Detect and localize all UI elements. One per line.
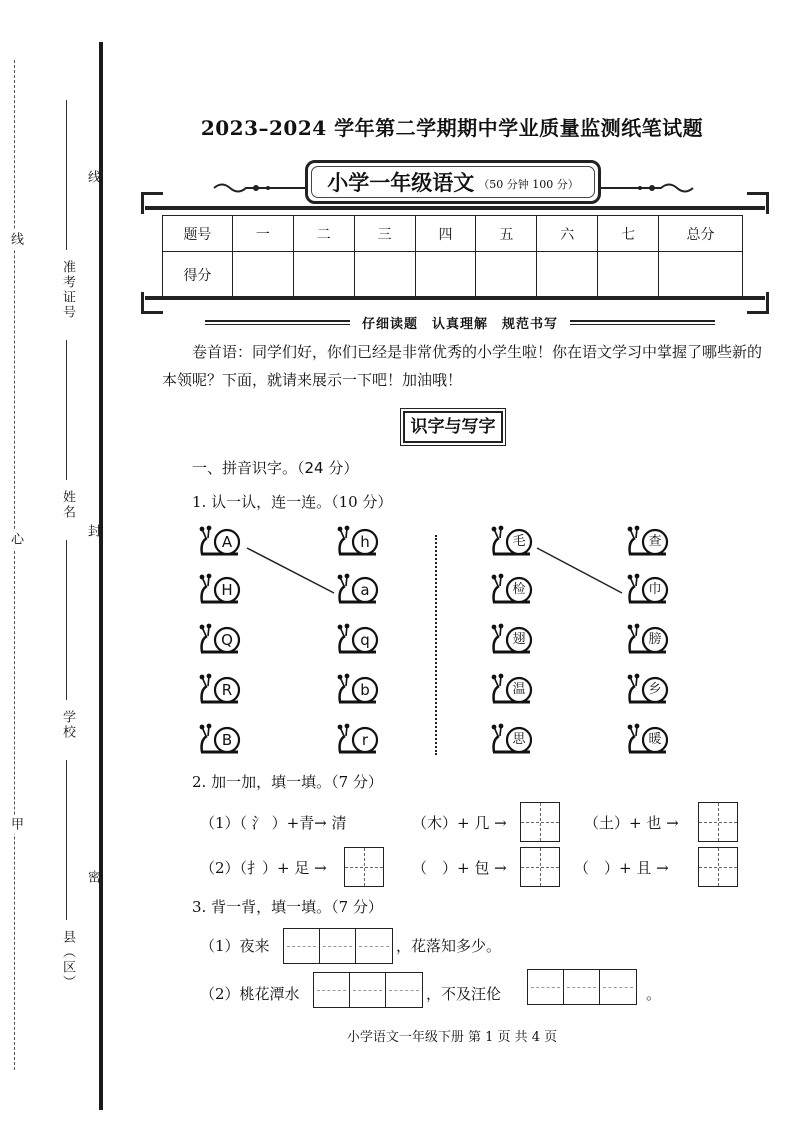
score-table-header (163, 216, 743, 252)
dotted-divider (435, 535, 437, 755)
snail-card[interactable] (198, 524, 244, 558)
snail-label: 检 (512, 582, 526, 597)
q1-title: 1. 认一认，连一连。（10 分） (192, 493, 393, 511)
exam-id-blank[interactable] (66, 100, 67, 250)
score-row-label: 得分 (163, 252, 233, 298)
snail-card[interactable] (490, 572, 536, 606)
secret-mark: 密 (85, 870, 100, 883)
q2-item-2a: （2）（扌）+ 足 → (200, 859, 327, 877)
snail-card[interactable] (336, 722, 382, 756)
snail-label: h (360, 533, 370, 551)
snail-card[interactable] (490, 722, 536, 756)
header-cell: 一 (232, 216, 293, 252)
school-blank[interactable] (66, 540, 67, 700)
subtitle-note: （50 分钟 100 分） (478, 178, 579, 191)
snail-label: b (360, 681, 370, 699)
score-cell[interactable] (537, 252, 598, 298)
county-blank[interactable] (66, 760, 67, 920)
score-table-row (163, 252, 743, 298)
motto-text: 仔细读题 认真理解 规范书写 (362, 316, 559, 332)
ornament-right-icon (600, 183, 695, 193)
snail-label: H (221, 581, 233, 599)
snail-label: q (360, 631, 370, 649)
school-label: 学校 (60, 710, 75, 740)
q3-title: 3. 背一背，填一填。（7 分） (192, 898, 383, 916)
snail-card[interactable] (490, 672, 536, 706)
score-cell[interactable] (232, 252, 293, 298)
score-table (162, 215, 743, 298)
snail-label: B (221, 731, 233, 749)
snail-card[interactable] (336, 572, 382, 606)
header-cell: 总分 (659, 216, 743, 252)
name-label: 姓名 (60, 490, 75, 520)
snail-label: a (360, 581, 370, 599)
snail-label: 乡 (648, 682, 662, 697)
snail-card[interactable] (626, 572, 672, 606)
class-mark: 甲 (8, 817, 23, 832)
score-cell[interactable] (476, 252, 537, 298)
answer-box[interactable] (520, 802, 560, 842)
answer-grid[interactable] (313, 972, 423, 1008)
section-title: 识字与写字 (403, 411, 503, 443)
q2-item-1c: （土）+ 也 → (584, 814, 679, 832)
snail-label: 暖 (648, 732, 662, 747)
header-cell: 题号 (163, 216, 233, 252)
header-cell: 七 (598, 216, 659, 252)
score-cell[interactable] (354, 252, 415, 298)
subtitle-main: 小学一年级语文 (327, 171, 475, 195)
score-cell-total[interactable] (659, 252, 743, 298)
snail-card[interactable] (198, 622, 244, 656)
snail-label: 思 (512, 732, 526, 747)
q2-item-1a: （1）（ 氵 ）+青→ 清 (200, 814, 347, 832)
snail-card[interactable] (626, 622, 672, 656)
intro-paragraph: 卷首语：同学们好，你们已经是非常优秀的小学生啦！你在语文学习中掌握了哪些新的本领呢？下面，就请来展示一下吧！加油哦！ (162, 343, 763, 389)
q2-title: 2. 加一加，填一填。（7 分） (192, 773, 383, 791)
motto-row (205, 312, 715, 332)
q3-line1-start: （1）夜来 (200, 937, 270, 955)
q2-item-2c: （ ）+ 且 → (574, 859, 669, 877)
score-cell[interactable] (293, 252, 354, 298)
name-blank[interactable] (66, 340, 67, 480)
snail-label: r (361, 731, 369, 749)
part1-title: 一、拼音识字。（24 分） (192, 459, 359, 477)
county-label: 县（区） (60, 930, 75, 990)
q3-line2-mid: ，不及汪伦 (426, 985, 502, 1003)
answer-box[interactable] (344, 847, 384, 887)
header-cell: 五 (476, 216, 537, 252)
snail-card[interactable] (198, 672, 244, 706)
q3-line2-end: 。 (646, 985, 662, 1003)
snail-label: R (221, 681, 233, 699)
heart-mark: 心 (8, 532, 23, 547)
header-cell: 四 (415, 216, 476, 252)
score-cell[interactable] (415, 252, 476, 298)
line-mark-outer: 线 (8, 232, 23, 247)
snail-card[interactable] (490, 622, 536, 656)
header-cell: 六 (537, 216, 598, 252)
snail-card[interactable] (626, 672, 672, 706)
q2-item-1b: （木）+ 几 → (412, 814, 507, 832)
answer-grid[interactable] (283, 928, 393, 964)
cut-dashed-line (14, 60, 15, 1070)
binding-margin-rule (99, 42, 103, 1110)
q3-line2-start: （2）桃花潭水 (200, 985, 300, 1003)
snail-card[interactable] (626, 722, 672, 756)
snail-label: 温 (512, 682, 526, 697)
seal-line-mark: 线 (85, 170, 100, 183)
q2-item-2b: （ ）+ 包 → (412, 859, 507, 877)
snail-card[interactable] (336, 524, 382, 558)
snail-card[interactable] (490, 524, 536, 558)
page-footer: 小学语文一年级下册 第 1 页 共 4 页 (346, 1030, 558, 1045)
answer-box[interactable] (520, 847, 560, 887)
answer-grid[interactable] (527, 969, 637, 1005)
snail-label: A (221, 533, 233, 551)
snail-card[interactable] (336, 672, 382, 706)
ornament-left-icon (212, 183, 307, 193)
snail-card[interactable] (626, 524, 672, 558)
snail-card[interactable] (336, 622, 382, 656)
subtitle-banner (305, 160, 601, 204)
answer-box[interactable] (698, 847, 738, 887)
exam-title: 2023–2024 学年第二学期期中学业质量监测纸笔试题 (200, 116, 704, 140)
header-cell: 三 (354, 216, 415, 252)
exam-id-label: 准考证号 (60, 260, 75, 320)
seal-mark: 封 (85, 524, 100, 537)
snail-label: 翅 (512, 632, 526, 647)
snail-label: 查 (648, 534, 662, 549)
snail-card[interactable] (198, 722, 244, 756)
answer-box[interactable] (698, 802, 738, 842)
score-cell[interactable] (598, 252, 659, 298)
snail-label: 毛 (512, 534, 526, 549)
snail-label: Q (221, 631, 233, 649)
header-cell: 二 (293, 216, 354, 252)
q3-line1-end: ，花落知多少。 (396, 937, 502, 955)
snail-card[interactable] (198, 572, 244, 606)
snail-label: 巾 (648, 582, 662, 597)
snail-label: 膀 (648, 632, 662, 647)
